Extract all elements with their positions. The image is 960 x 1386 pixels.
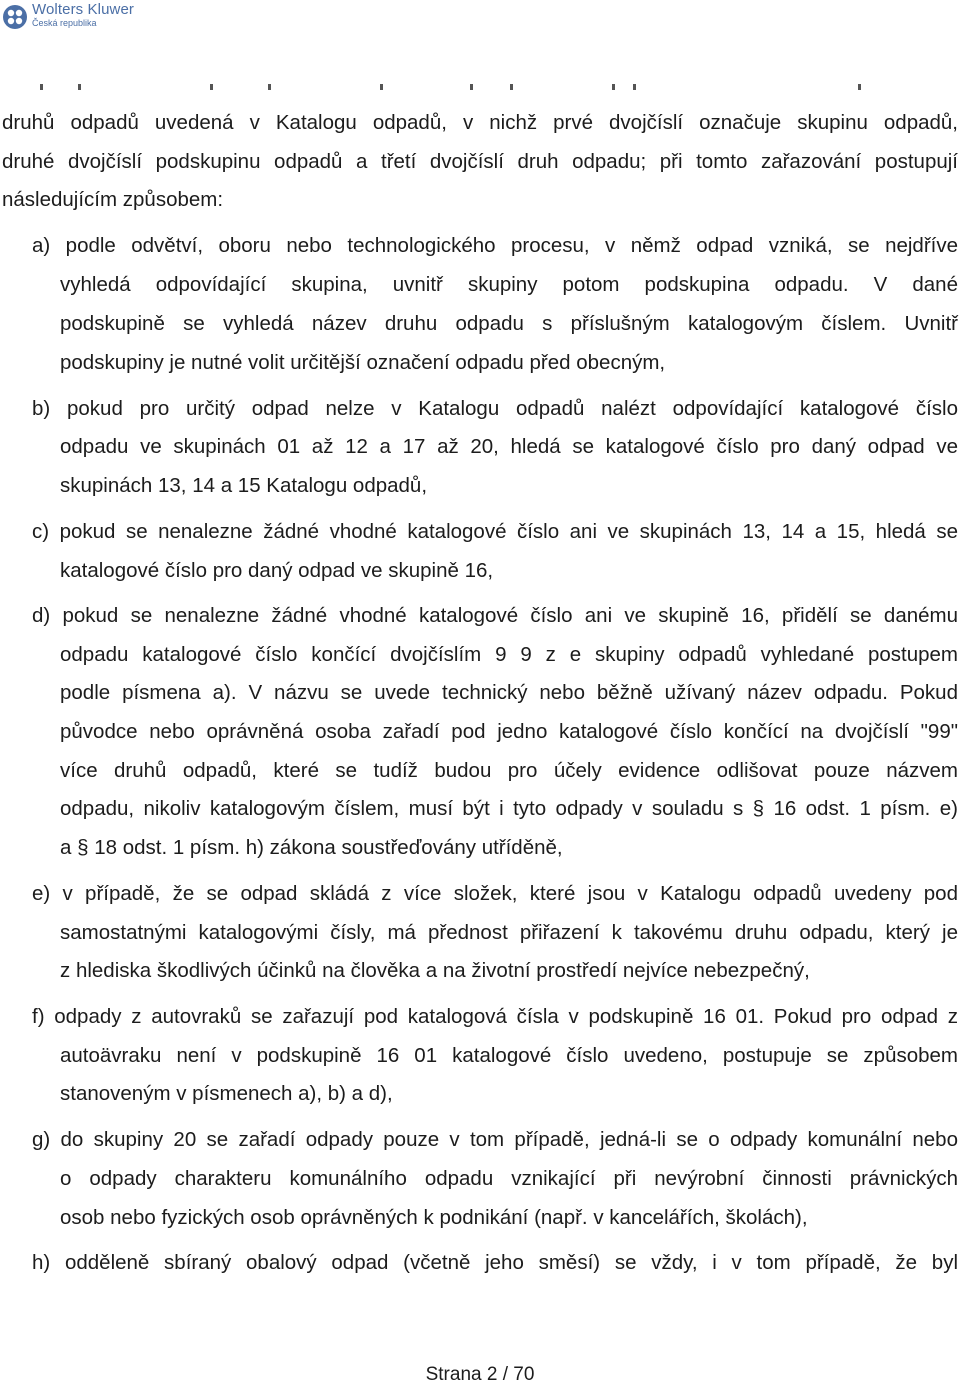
text-line: z hlediska škodlivých účinků na člověka a na životní prostředí nejvíce nebezpečný, [60,959,810,982]
wolters-kluwer-logo-icon [2,4,28,30]
text-line: o odpady charakteru komunálního odpadu vznikající při nevýrobní činnosti právnických [60,1167,958,1190]
list-item-f: f) odpady z autovraků se zařazují pod katalogová čísla v podskupině 16 01. Pokud pro odpad z [32,1005,958,1028]
list-item-g: g) do skupiny 20 se zařadí odpady pouze v tom případě, jedná-li se o odpady komunální nebo [32,1128,958,1151]
text-line: skupinách 13, 14 a 15 Katalogu odpadů, [60,474,428,497]
clipped-previous-line [0,76,960,90]
text-line: samostatnými katalogovými čísly, má přednost přiřazení k takovému druhu odpadu, který je [60,921,958,944]
text-line: následujícím způsobem: [2,188,224,211]
text-line: původce nebo oprávněná osoba zařadí pod jedno katalogové číslo končící na dvojčíslí "99" [60,720,958,743]
text-line: druhů odpadů uvedená v Katalogu odpadů, v nichž prvé dvojčíslí označuje skupinu odpadů, [2,111,958,134]
text-line: katalogové číslo pro daný odpad ve skupině 16, [60,559,494,582]
text-line: osob nebo fyzických osob oprávněných k podnikání (např. v kancelářích, školách), [60,1206,808,1229]
text-line: podskupiny je nutné volit určitější označení odpadu před obecným, [60,351,666,374]
text-line: odpadu ve skupinách 01 až 12 a 17 až 20, hledá se katalogové číslo pro daný odpad ve [60,435,958,458]
text-line: podle písmena a). V názvu se uvede technický nebo běžně užívaný název odpadu. Pokud [60,681,958,704]
text-line: druhé dvojčíslí podskupinu odpadů a třetí dvojčíslí druh odpadu; při tomto zařazování postupují [2,150,958,173]
brand-name: Wolters Kluwer [32,1,134,18]
list-item-e: e) v případě, že se odpad skládá z více složek, které jsou v Katalogu odpadů uvedeny pod [32,882,958,905]
text-line: podskupině se vyhledá název druhu odpadu s příslušným katalogovým číslem. Uvnitř [60,312,958,335]
text-line: odpadu katalogové číslo končící dvojčíslím 9 9 z e skupiny odpadů vyhledané postupem [60,643,958,666]
list-item-h: h) odděleně sbíraný obalový odpad (včetně jeho směsí) se vždy, i v tom případě, že byl [32,1251,958,1274]
page-number: Strana 2 / 70 [425,1364,535,1385]
text-line: stanoveným v písmenech a), b) a d), [60,1082,393,1105]
text-line: autoävraku není v podskupině 16 01 katalogové číslo uvedeno, postupuje se způsobem [60,1044,958,1067]
text-line: odpadu, nikoliv katalogovým číslem, musí být i tyto odpady v souladu s § 16 odst. 1 písm. e) [60,797,958,820]
list-item-d: d) pokud se nenalezne žádné vhodné katalogové číslo ani ve skupině 16, přidělí se danému [32,604,958,627]
brand-subtitle: Česká republika [32,18,97,28]
list-item-b: b) pokud pro určitý odpad nelze v Katalogu odpadů nalézt odpovídající katalogové číslo [32,397,958,420]
text-line: více druhů odpadů, které se tudíž budou pro účely evidence odlišovat pouze názvem [60,759,958,782]
text-line: a § 18 odst. 1 písm. h) zákona soustřeďovány utříděně, [60,836,563,859]
text-line: vyhledá odpovídající skupina, uvnitř skupiny potom podskupina odpadu. V dané [60,273,958,296]
list-item-c: c) pokud se nenalezne žádné vhodné katalogové číslo ani ve skupinách 13, 14 a 15, hledá se [32,520,958,543]
list-item-a: a) podle odvětví, oboru nebo technologického procesu, v němž odpad vzniká, se nejdříve [32,234,958,257]
publisher-logo [2,2,134,38]
